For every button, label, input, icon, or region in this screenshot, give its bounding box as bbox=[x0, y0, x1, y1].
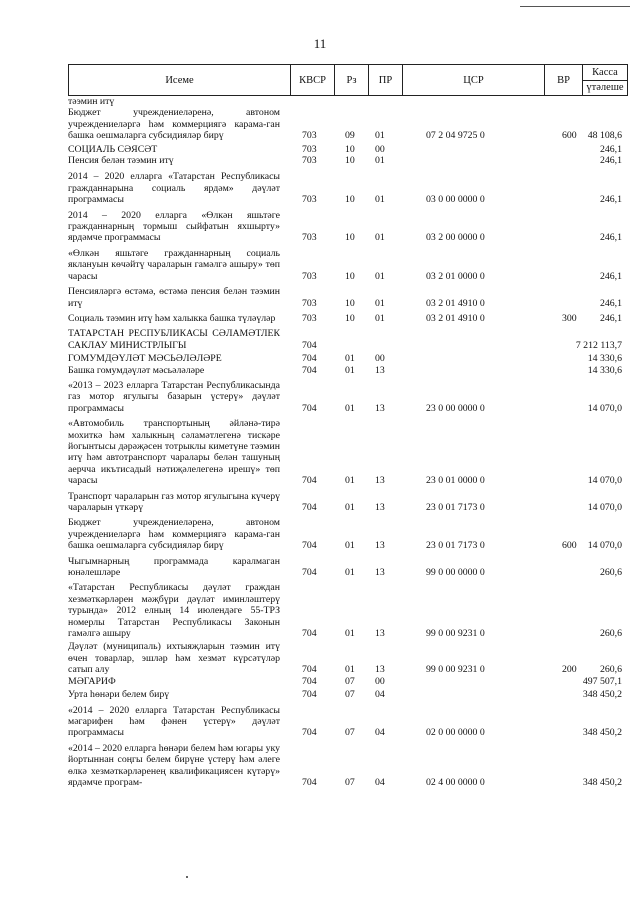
row-kvsr: 703 bbox=[302, 143, 317, 155]
row-vr: 600 bbox=[562, 130, 577, 142]
row-kvsr: 703 bbox=[302, 194, 317, 206]
row-name: Пенсияләргә өстәмә, өстәмә пенсия белән тәэмин итү bbox=[68, 286, 280, 309]
row-pr: 13 bbox=[375, 540, 385, 552]
table-row bbox=[68, 676, 628, 687]
row-rz: 09 bbox=[345, 130, 355, 142]
table-header bbox=[68, 64, 628, 96]
row-rz: 07 bbox=[345, 689, 355, 701]
table-row bbox=[68, 286, 628, 309]
table-row bbox=[68, 171, 628, 205]
table-row bbox=[68, 155, 628, 166]
row-sum: 260,6 bbox=[599, 664, 622, 676]
row-kvsr: 703 bbox=[302, 130, 317, 142]
row-sum: 48 108,6 bbox=[587, 130, 622, 142]
row-sum: 246,1 bbox=[599, 232, 622, 244]
row-pr: 00 bbox=[375, 353, 385, 365]
row-name: Пенсия белән тәэмин итү bbox=[68, 155, 174, 167]
row-kvsr: 703 bbox=[302, 270, 317, 282]
row-sum: 246,1 bbox=[599, 312, 622, 324]
row-rz: 01 bbox=[345, 353, 355, 365]
row-csr: 23 0 01 7173 0 bbox=[426, 502, 485, 513]
row-kvsr: 704 bbox=[302, 689, 317, 701]
row-csr: 03 0 00 0000 0 bbox=[426, 194, 485, 206]
table-row bbox=[68, 743, 628, 789]
header-vr: ВР bbox=[545, 65, 583, 95]
row-name: Бюджет учреждениеләренә, автоном учреждениеләргә һәм коммерциягә карама-ган башка оешмаларга субсидияләр бирү bbox=[68, 107, 280, 142]
row-rz: 10 bbox=[345, 155, 355, 167]
row-kvsr: 704 bbox=[302, 364, 317, 376]
row-sum: 348 450,2 bbox=[582, 776, 622, 788]
row-rz: 07 bbox=[345, 727, 355, 739]
row-name: тәэмин итү bbox=[68, 96, 115, 107]
row-name: Социаль тәэмин итү һәм халыкка башка түләүләр bbox=[68, 312, 276, 324]
table-row bbox=[68, 380, 628, 414]
page-number: 11 bbox=[313, 36, 327, 51]
row-name: ГОМУМДӘҮЛӘТ МӘСЬӘЛӘЛӘРЕ bbox=[68, 353, 222, 365]
table-row bbox=[68, 210, 628, 244]
header-kvsr: КВСР bbox=[291, 65, 335, 95]
row-sum: 14 070,0 bbox=[587, 540, 622, 552]
row-rz: 01 bbox=[345, 664, 355, 676]
row-name: «2014 – 2020 елларга һөнәри белем һәм югары уку йортыннан соңгы белем бирүне үстерү һәм әлеге өлкә хезмәткәрләренең квалификациясен күтәрү» ярдәмче програм- bbox=[68, 742, 280, 788]
row-kvsr: 704 bbox=[302, 353, 317, 365]
row-kvsr: 704 bbox=[302, 567, 317, 579]
row-csr: 99 0 00 9231 0 bbox=[426, 628, 485, 640]
row-sum: 246,1 bbox=[599, 155, 622, 167]
row-csr: 03 2 01 4910 0 bbox=[426, 297, 485, 309]
table-row bbox=[68, 556, 628, 579]
row-vr: 600 bbox=[562, 540, 577, 552]
row-sum: 260,6 bbox=[599, 628, 622, 640]
row-rz: 10 bbox=[345, 270, 355, 282]
row-kvsr: 704 bbox=[302, 664, 317, 676]
row-vr: 200 bbox=[562, 664, 577, 676]
row-pr: 13 bbox=[375, 475, 385, 487]
row-rz: 10 bbox=[345, 143, 355, 155]
row-pr: 01 bbox=[375, 312, 385, 324]
table-row bbox=[68, 96, 628, 107]
row-kvsr: 704 bbox=[302, 727, 317, 739]
row-csr: 02 0 00 0000 0 bbox=[426, 727, 485, 739]
budget-table-body bbox=[68, 96, 628, 788]
row-sum: 260,6 bbox=[599, 567, 622, 579]
row-kvsr: 704 bbox=[302, 475, 317, 487]
table-row bbox=[68, 328, 628, 351]
row-pr: 13 bbox=[375, 567, 385, 579]
row-rz: 01 bbox=[345, 402, 355, 414]
row-rz: 10 bbox=[345, 194, 355, 206]
row-pr: 01 bbox=[375, 270, 385, 282]
row-csr: 23 0 00 0000 0 bbox=[426, 402, 485, 414]
row-kvsr: 704 bbox=[302, 675, 317, 687]
row-rz: 01 bbox=[345, 364, 355, 376]
table-row bbox=[68, 313, 628, 324]
row-kvsr: 704 bbox=[302, 540, 317, 552]
header-sum bbox=[583, 65, 627, 95]
row-name: Транспорт чараларын газ мотор ягулыгына күчерү чараларын үткәрү bbox=[68, 490, 280, 513]
row-kvsr: 703 bbox=[302, 297, 317, 309]
row-sum: 14 330,6 bbox=[587, 364, 622, 376]
row-csr: 03 2 01 4910 0 bbox=[426, 312, 485, 324]
table-row bbox=[68, 491, 628, 514]
row-name: «Өлкән яшьтәге гражданнарның социаль яклануын көчәйтү чараларын гамәлгә ашыру» төп чарасы bbox=[68, 247, 280, 282]
row-vr: 300 bbox=[562, 312, 577, 324]
row-sum: 7 212 113,7 bbox=[575, 339, 622, 351]
table-row bbox=[68, 248, 628, 282]
top-rule bbox=[520, 6, 630, 7]
row-sum: 348 450,2 bbox=[582, 727, 622, 739]
row-kvsr: 704 bbox=[302, 628, 317, 640]
row-rz: 01 bbox=[345, 540, 355, 552]
row-pr: 01 bbox=[375, 194, 385, 206]
header-pr: ПР bbox=[369, 65, 403, 95]
table-row bbox=[68, 517, 628, 551]
row-kvsr: 704 bbox=[302, 502, 317, 513]
table-row bbox=[68, 353, 628, 364]
header-sum-bottom: үтәлеше bbox=[583, 80, 627, 93]
row-pr: 01 bbox=[375, 232, 385, 244]
row-name: Урта һөнәри белем бирү bbox=[68, 689, 170, 701]
row-kvsr: 703 bbox=[302, 232, 317, 244]
row-pr: 01 bbox=[375, 297, 385, 309]
row-pr: 04 bbox=[375, 689, 385, 701]
row-rz: 01 bbox=[345, 502, 355, 513]
row-pr: 01 bbox=[375, 155, 385, 167]
table-row bbox=[68, 705, 628, 739]
row-name: МӘГАРИФ bbox=[68, 675, 116, 687]
row-name: «2014 – 2020 елларга Татарстан Республикасы мәгарифен һәм фәнен үстерү» дәүләт программасы bbox=[68, 704, 280, 739]
table-row bbox=[68, 107, 628, 141]
row-rz: 10 bbox=[345, 297, 355, 309]
row-sum: 246,1 bbox=[599, 194, 622, 206]
row-csr: 23 0 01 7173 0 bbox=[426, 540, 485, 552]
row-rz: 10 bbox=[345, 232, 355, 244]
row-kvsr: 704 bbox=[302, 339, 317, 351]
row-rz: 07 bbox=[345, 776, 355, 788]
row-rz: 01 bbox=[345, 567, 355, 579]
header-csr: ЦСР bbox=[403, 65, 545, 95]
row-csr: 03 2 01 0000 0 bbox=[426, 270, 485, 282]
row-pr: 04 bbox=[375, 776, 385, 788]
row-kvsr: 704 bbox=[302, 776, 317, 788]
row-pr: 13 bbox=[375, 502, 385, 513]
header-name: Исеме bbox=[69, 65, 291, 95]
header-rz: Рз bbox=[335, 65, 369, 95]
table-row bbox=[68, 418, 628, 486]
row-name: «2013 – 2023 елларга Татарстан Республикасында газ мотор ягулыгы базарын үстерү» дәүләт программасы bbox=[68, 379, 280, 414]
row-name: Дәүләт (муниципаль) ихтыяҗларын тәэмин итү өчен товарлар, эшләр һәм хезмәт күрсәтүләр сатып алу bbox=[68, 641, 280, 676]
row-kvsr: 704 bbox=[302, 402, 317, 414]
row-rz: 07 bbox=[345, 675, 355, 687]
row-sum: 246,1 bbox=[599, 297, 622, 309]
row-pr: 13 bbox=[375, 402, 385, 414]
row-pr: 04 bbox=[375, 727, 385, 739]
row-rz: 01 bbox=[345, 475, 355, 487]
row-name: Башка гомумдәүләт мәсьәләләре bbox=[68, 364, 205, 376]
table-row bbox=[68, 582, 628, 639]
row-pr: 13 bbox=[375, 628, 385, 640]
row-name: «Автомобиль транспортының әйләнә-тирә мохиткә һәм халыкның сәламәтлегенә тискәре йогынтысы дәрәҗәсен тотрыклы киметүне тәэмин итү һәм автотранспорт чаралары белән ташуның аерчча икътисадый нәтиҗәлелегенә ирешү» төп чарасы bbox=[68, 418, 280, 487]
table-row bbox=[68, 641, 628, 675]
row-sum: 14 330,6 bbox=[587, 353, 622, 365]
row-pr: 13 bbox=[375, 364, 385, 376]
row-pr: 00 bbox=[375, 143, 385, 155]
row-name: СОЦИАЛЬ СӘЯСӘТ bbox=[68, 143, 158, 155]
scan-speck bbox=[186, 876, 188, 878]
row-kvsr: 703 bbox=[302, 155, 317, 167]
row-kvsr: 703 bbox=[302, 312, 317, 324]
row-name: 2014 – 2020 елларга «Өлкән яшьтәге гражданнарның тормыш сыйфатын яхшырту» ярдәмче программасы bbox=[68, 209, 280, 244]
row-pr: 00 bbox=[375, 675, 385, 687]
row-csr: 99 0 00 9231 0 bbox=[426, 664, 485, 676]
row-rz: 10 bbox=[345, 312, 355, 324]
row-sum: 14 070,0 bbox=[587, 475, 622, 487]
row-csr: 99 0 00 0000 0 bbox=[426, 567, 485, 579]
row-name: 2014 – 2020 елларга «Татарстан Республикасы гражданнарына социаль ярдәм» дәүләт программасы bbox=[68, 171, 280, 206]
row-csr: 23 0 01 0000 0 bbox=[426, 475, 485, 487]
row-sum: 348 450,2 bbox=[582, 689, 622, 701]
row-pr: 01 bbox=[375, 130, 385, 142]
row-name: «Татарстан Республикасы дәүләт граждан хезмәткәрләрен мәҗбүри дәүләт иминләштерү турында» 2012 елның 14 июлендәге 55-ТРЗ номерлы Татарстан Республикасы Законын гамәлгә ашыру bbox=[68, 582, 280, 640]
row-rz: 01 bbox=[345, 628, 355, 640]
row-sum: 246,1 bbox=[599, 143, 622, 155]
row-sum: 14 070,0 bbox=[587, 502, 622, 513]
row-sum: 14 070,0 bbox=[587, 402, 622, 414]
row-pr: 13 bbox=[375, 664, 385, 676]
row-name: ТАТАРСТАН РЕСПУБЛИКАСЫ СӘЛАМӘТЛЕК САКЛАУ МИНИСТРЛЫГЫ bbox=[68, 328, 280, 351]
table-row bbox=[68, 365, 628, 376]
row-csr: 02 4 00 0000 0 bbox=[426, 776, 485, 788]
header-sum-top: Касса bbox=[592, 67, 618, 78]
row-name: Чыгымнарның программада каралмаган юнәлешләре bbox=[68, 555, 280, 579]
row-csr: 03 2 00 0000 0 bbox=[426, 232, 485, 244]
table-row bbox=[68, 144, 628, 155]
table-row bbox=[68, 689, 628, 700]
row-csr: 07 2 04 9725 0 bbox=[426, 130, 485, 142]
row-name: Бюджет учреждениеләренә, автоном учреждениеләргә һәм коммерциягә карама-ган башка оешмаларга субсидияләр бирү bbox=[68, 517, 280, 552]
row-sum: 497 507,1 bbox=[582, 675, 622, 687]
row-sum: 246,1 bbox=[599, 270, 622, 282]
